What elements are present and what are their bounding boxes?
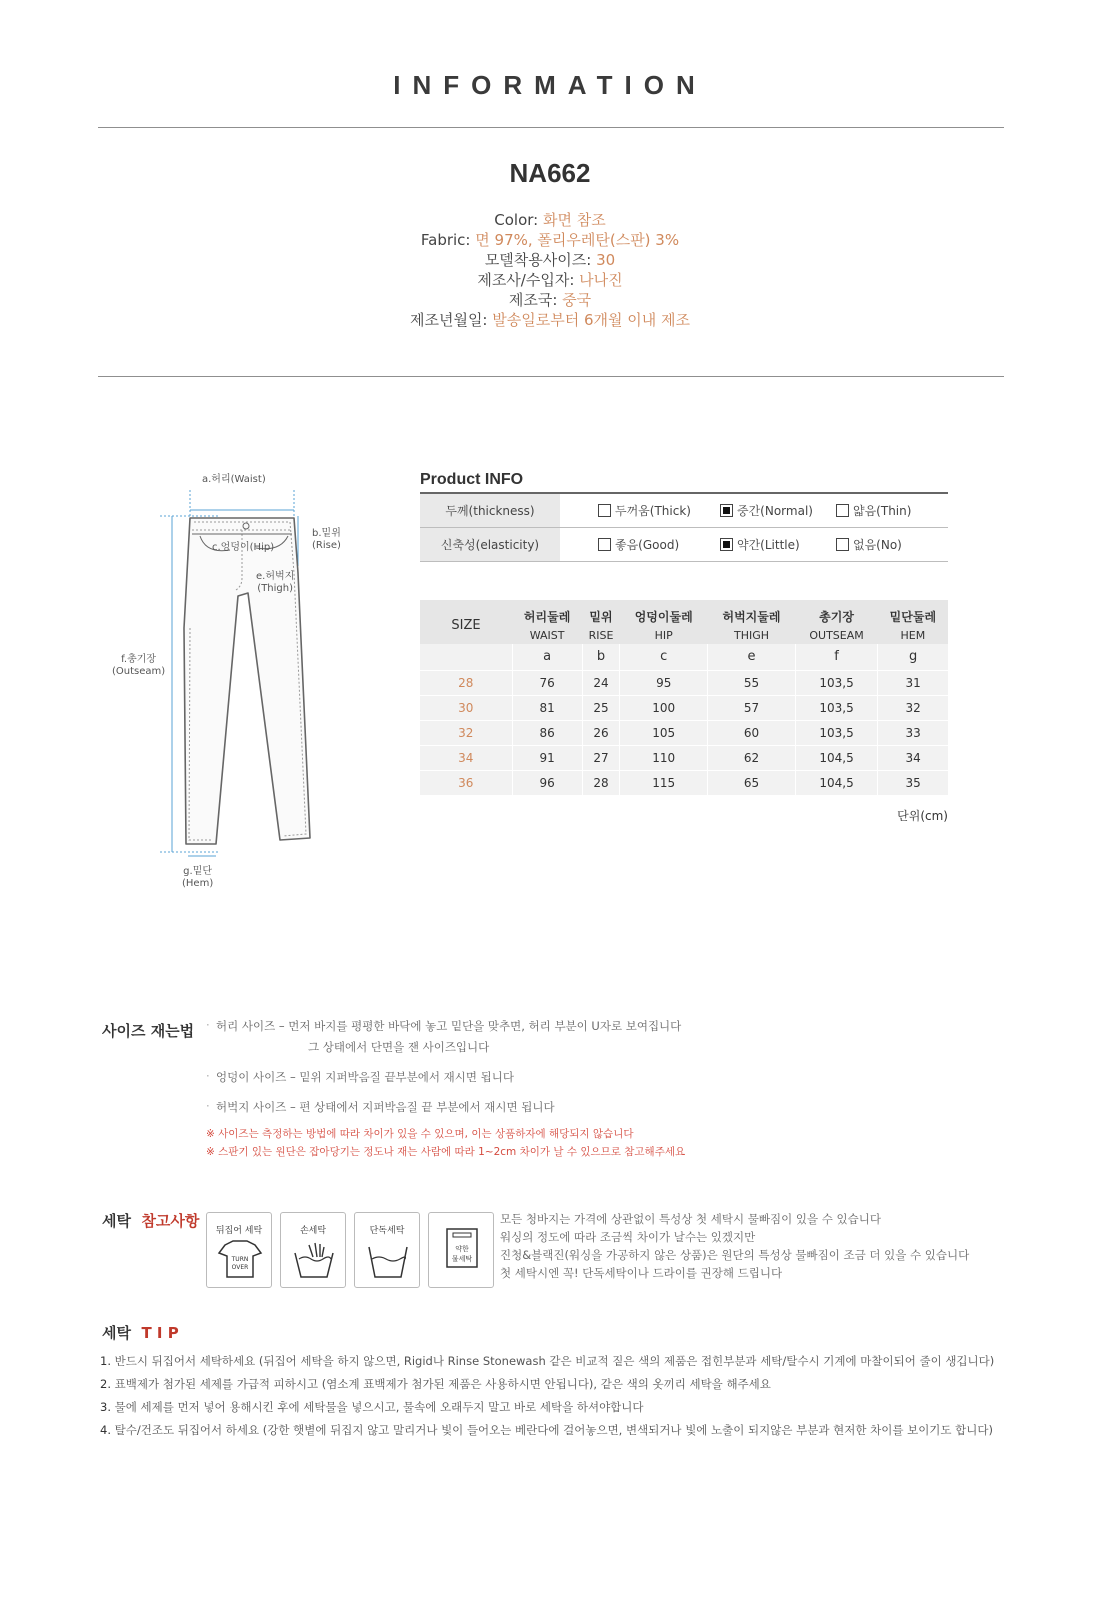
svg-text:OVER: OVER [231, 1264, 249, 1271]
thickness-row [420, 494, 948, 528]
product-info-table [420, 492, 948, 562]
option-thin: 얇음(Thin) [836, 502, 911, 519]
elasticity-label: 신축성(elasticity) [420, 528, 560, 561]
info-maker: 제조사/수입자: 나나진 [477, 271, 623, 289]
list-item: · 허리 사이즈 – 먼저 바지를 평평한 바닥에 놓고 밑단을 맞추면, 허리 부분이 U자로 보여집니다 [206, 1018, 726, 1034]
info-model-size: 모델착용사이즈: 30 [484, 251, 616, 269]
wash-title: 세탁 참고사항 [102, 1212, 200, 1230]
col-header-ko: 엉덩이둘레 [620, 600, 708, 626]
list-item: 2. 표백제가 첨가된 세제를 가급적 피하시고 (염소계 표백제가 첨가된 제품은 사용하시면 안됩니다), 같은 색의 옷끼리 세탁을 해주세요 [100, 1377, 771, 1391]
measuring-notes [206, 1125, 685, 1161]
info-color: Color: 화면 참조 [494, 211, 606, 229]
col-header-en: OUTSEAM [795, 626, 877, 644]
tips-title: 세탁 T I P [102, 1324, 179, 1342]
note: ※ 사이즈는 측정하는 방법에 따라 차이가 있을 수 있으며, 이는 상품하자에 해당되지 않습니다 [206, 1128, 634, 1140]
checkbox-icon [836, 504, 849, 517]
product-code: NA662 [509, 158, 591, 188]
svg-text:약한: 약한 [455, 1245, 469, 1253]
checkbox-checked-icon [720, 504, 733, 517]
note: 진청&블랙진(워싱을 가공하지 않은 상품)은 원단의 특성상 물빠짐이 조금 더 있을 수 있습니다 [500, 1248, 970, 1262]
option-normal: 중간(Normal) [720, 502, 813, 519]
divider [98, 127, 1004, 128]
measuring-title: 사이즈 재는법 [102, 1022, 195, 1040]
svg-text:TURN: TURN [231, 1256, 249, 1263]
tips-list [100, 1350, 994, 1442]
size-header-blank [420, 644, 512, 670]
checkbox-icon [598, 504, 611, 517]
size-header: SIZE [420, 600, 512, 644]
table-row: 34 91 27 110 62 104,5 34 [420, 745, 948, 770]
label-hem: g.밑단 (Hem) [182, 866, 214, 889]
col-code: g [878, 644, 948, 670]
note: 모든 청바지는 가격에 상관없이 특성상 첫 세탁시 물빠짐이 있을 수 있습니다 [500, 1212, 881, 1226]
size-table [420, 600, 948, 795]
col-code: c [620, 644, 708, 670]
col-header-en: HEM [878, 626, 948, 644]
option-little: 약간(Little) [720, 536, 800, 553]
col-header-ko: 총기장 [795, 600, 877, 626]
pants-diagram [110, 474, 370, 898]
gentle-wash-icon [428, 1212, 494, 1288]
list-item: 1. 반드시 뒤집어서 세탁하세요 (뒤집어 세탁을 하지 않으면, Rigid나 Rinse Stonewash 같은 비교적 짙은 색의 제품은 접힌부분과 세탁/탈수시 기계에 마찰이되어 줄이 생깁니다) [100, 1354, 995, 1368]
option-good: 좋음(Good) [598, 536, 679, 553]
col-header-en: RISE [582, 626, 620, 644]
elasticity-row [420, 528, 948, 562]
list-item: · 허벅지 사이즈 – 편 상태에서 지퍼박음질 끝 부분에서 재시면 됩니다 [206, 1099, 726, 1115]
list-item: · 엉덩이 사이즈 – 밑위 지퍼박음질 끝부분에서 재시면 됩니다 [206, 1069, 726, 1085]
label-rise: b.밑위 (Rise) [312, 528, 341, 551]
col-code: b [582, 644, 620, 670]
col-code: a [512, 644, 582, 670]
info-date: 제조년월일: 발송일로부터 6개월 이내 제조 [409, 311, 691, 329]
wash-icons [206, 1212, 494, 1288]
list-item-continued: 그 상태에서 단면을 잰 사이즈입니다 [308, 1040, 490, 1054]
checkbox-checked-icon [720, 538, 733, 551]
hand-wash-icon: 손세탁 [280, 1212, 346, 1288]
col-header-en: HIP [620, 626, 708, 644]
note: 워싱의 정도에 따라 조금씩 차이가 날수는 있겠지만 [500, 1230, 756, 1244]
label-thigh: e.허벅지 (Thigh) [256, 571, 295, 594]
list-item: 4. 탈수/건조도 뒤집어서 하세요 (강한 햇볕에 뒤집지 않고 말리거나 빛이 들어오는 베란다에 걸어놓으면, 변색되거나 빛에 노출이 되지않은 부분과 현저한 차이를 보이기도 합니다) [100, 1423, 993, 1437]
col-header-en: WAIST [512, 626, 582, 644]
product-info-title: Product INFO [420, 471, 524, 488]
list-item: 3. 물에 세제를 먼저 넣어 용해시킨 후에 세탁물을 넣으시고, 물속에 오래두지 말고 바로 세탁을 하셔야합니다 [100, 1400, 644, 1414]
table-row: 32 86 26 105 60 103,5 33 [420, 720, 948, 745]
divider [98, 376, 1004, 377]
measuring-list [206, 1018, 726, 1115]
table-row: 30 81 25 100 57 103,5 32 [420, 695, 948, 720]
info-fabric: Fabric: 면 97%, 폴리우레탄(스판) 3% [420, 231, 680, 249]
checkbox-icon [836, 538, 849, 551]
label-waist: a.허리(Waist) [202, 474, 266, 485]
svg-text:물세탁: 물세탁 [451, 1255, 473, 1263]
option-thick: 두꺼움(Thick) [598, 502, 691, 519]
option-no: 없음(No) [836, 536, 902, 553]
col-code: e [708, 644, 796, 670]
col-header-ko: 밑단둘레 [878, 600, 948, 626]
col-header-ko: 밑위 [582, 600, 620, 626]
info-country: 제조국: 중국 [508, 291, 592, 309]
table-row: 28 76 24 95 55 103,5 31 [420, 670, 948, 695]
checkbox-icon [598, 538, 611, 551]
separate-wash-icon: 단독세탁 [354, 1212, 420, 1288]
col-header-ko: 허벅지둘레 [708, 600, 796, 626]
label-outseam: f.총기장 (Outseam) [112, 654, 166, 677]
col-code: f [795, 644, 877, 670]
wash-notes [500, 1210, 969, 1282]
unit-label: 단위(cm) [897, 809, 948, 823]
page-title: INFORMATION [393, 70, 707, 100]
col-header-ko: 허리둘레 [512, 600, 582, 626]
table-row: 36 96 28 115 65 104,5 35 [420, 770, 948, 795]
product-info-list [0, 210, 1100, 330]
thickness-label: 두께(thickness) [420, 494, 560, 527]
label-hip: c.엉덩이(Hip) [212, 542, 275, 553]
note: 첫 세탁시엔 꼭! 단독세탁이나 드라이를 권장해 드립니다 [500, 1266, 783, 1280]
note: ※ 스판기 있는 원단은 잡아당기는 정도나 재는 사람에 따라 1~2cm 차이가 날 수 있으므로 참고해주세요 [206, 1146, 686, 1158]
col-header-en: THIGH [708, 626, 796, 644]
turn-over-wash-icon: 뒤집어 세탁 TURN OVER [206, 1212, 272, 1288]
